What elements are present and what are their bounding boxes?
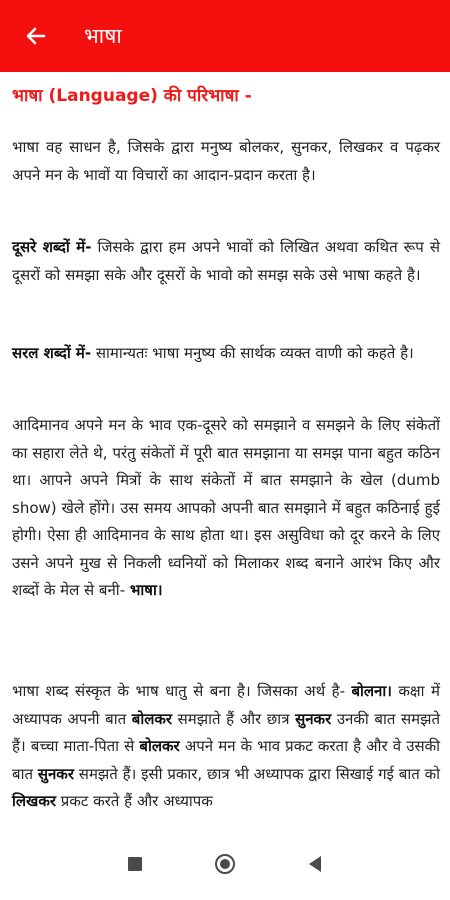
- back-button[interactable]: [16, 16, 56, 56]
- paragraph-text: उनकी बात समझते हैं। बच्चा माता-पिता से: [12, 709, 440, 755]
- recents-button[interactable]: [115, 844, 155, 884]
- page-title: भाषा: [84, 23, 122, 48]
- paragraph-text: भाषा शब्द संस्कृत के भाष धातु से बना है। जिसका अर्थ है-: [12, 682, 352, 700]
- arrow-left-icon: [24, 24, 48, 48]
- paragraph-simple-words: [12, 340, 440, 368]
- paragraph-bold-lead: सरल शब्दों में-: [12, 344, 92, 362]
- system-back-button[interactable]: [295, 844, 335, 884]
- home-button[interactable]: [205, 844, 245, 884]
- paragraph-text: कक्षा में अध्यापक अपनी बात: [12, 682, 440, 728]
- paragraph-etymology: [12, 678, 440, 816]
- paragraph-text: अपने मन के भाव प्रकट करता है और वे उसकी बात: [12, 737, 440, 783]
- app-bar: [0, 0, 450, 72]
- section-heading: भाषा (Language) की परिभाषा -: [12, 86, 252, 106]
- square-icon: [128, 857, 142, 871]
- paragraph-text: आदिमानव अपने मन के भाव एक-दूसरे को समझाने व समझने के लिए संकेतों का सहारा लेते थे, परंतु संकेतों में पूरी बात समझाना या समझ पाना बहुत कठिन था। आपने अपने मित्रों के साथ संकेतों में बात समझाने के खेल (dumb show) खेले होंगे। उस समय आपको अपनी बात समझाने में बहुत कठिनाई हुई होगी। ऐसा ही आदिमानव के साथ होता था। इस असुविधा को दूर करने के लिए उसने अपने मुख से निकली ध्वनियों को मिलाकर शब्द बनाने आरंभ किए और शब्दों के मेल से बनी-: [12, 416, 440, 599]
- paragraph-text: समझते हैं। इसी प्रकार, छात्र भी अध्यापक द्वारा सिखाई गई बात को: [73, 764, 440, 783]
- paragraph-text: सामान्यतः भाषा मनुष्य की सार्थक व्यक्त वाणी को कहते है।: [91, 344, 414, 362]
- paragraph-bold-lead: दूसरे शब्दों में-: [12, 238, 92, 256]
- bold-term: सुनकर: [295, 709, 332, 728]
- triangle-left-icon: [309, 856, 321, 872]
- paragraph-other-words: [12, 234, 440, 289]
- paragraph-definition: [12, 134, 440, 189]
- bold-term: सुनकर: [37, 764, 74, 783]
- paragraph-bold-term: भाषा।: [129, 581, 163, 599]
- paragraph-text: समझाते हैं और छात्र: [172, 709, 296, 728]
- bold-term: बोलकर: [131, 709, 173, 728]
- paragraph-text: भाषा वह साधन है, जिसके द्वारा मनुष्य बोलकर, सुनकर, लिखकर व पढ़कर अपने मन के भावों या विचारों का आदान-प्रदान करता है।: [12, 138, 440, 184]
- paragraph-history: [12, 412, 440, 605]
- bold-term: बोलना।: [351, 682, 392, 700]
- paragraph-text: जिसके द्वारा हम अपने भावों को लिखित अथवा कथित रूप से दूसरों को समझा सके और दूसरों के भावो को समझ सके उसे भाषा कहते है।: [12, 238, 440, 284]
- article-content[interactable]: [0, 72, 450, 828]
- system-nav-bar: [0, 828, 450, 900]
- bold-term: बोलकर: [139, 737, 180, 755]
- bold-term: लिखकर: [12, 792, 56, 810]
- paragraph-text: प्रकट करते हैं और अध्यापक: [55, 792, 213, 810]
- circle-icon: [215, 854, 235, 874]
